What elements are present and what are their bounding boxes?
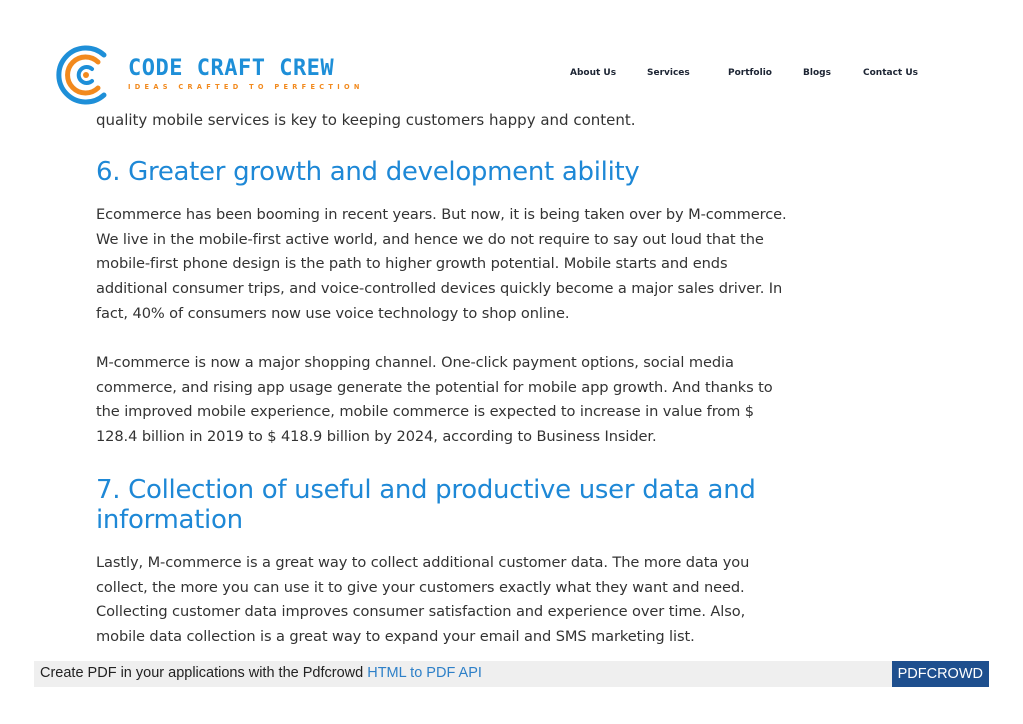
site-logo[interactable]	[56, 43, 364, 107]
pdf-footer-text	[40, 665, 482, 681]
site-header	[0, 0, 1023, 130]
nav-services[interactable]: Services	[647, 68, 690, 78]
logo-tagline: IDEAS CRAFTED TO PERFECTION	[128, 83, 364, 91]
logo-wordmark: CODE CRAFT CREW	[128, 56, 335, 81]
pdfcrowd-button[interactable]: PDFCROWD	[892, 661, 989, 687]
nav-about-us[interactable]: About Us	[570, 68, 617, 78]
partial-paragraph: quality mobile services is key to keeping customers happy and content.	[96, 111, 636, 129]
logo-mark-icon	[56, 43, 118, 107]
section-6-paragraph-1: Ecommerce has been booming in recent years. But now, it is being taken over by M-commerce. We live in the mobile-first active world, and hence we do not require to say out loud that the mobile-first phone design is the path to higher growth potential. Mobile starts and ends additional consumer trips, and voice-controlled devices quickly become a major sales driver. In fact, 40% of consumers now use voice technology to shop online.	[96, 206, 787, 322]
pdf-footer-bar	[34, 661, 989, 687]
section-6-paragraph-2: M-commerce is now a major shopping channel. One-click payment options, social media commerce, and rising app usage generate the potential for mobile app growth. And thanks to the improved mobile experience, mobile commerce is expected to increase in value from $ 128.4 billion in 2019 to $ 418.9 billion by 2024, according to Business Insider.	[96, 354, 773, 446]
nav-blogs[interactable]: Blogs	[803, 68, 831, 78]
section-7-paragraph-1: Lastly, M-commerce is a great way to collect additional customer data. The more data you collect, the more you can use it to give your customers exactly what they want and need. Collecting customer data improves consumer satisfaction and experience over time. Also, mobile data collection is a great way to expand your email and SMS marketing list.	[96, 554, 750, 646]
nav-contact-us[interactable]: Contact Us	[863, 68, 919, 78]
nav-portfolio[interactable]: Portfolio	[728, 68, 772, 78]
section-7-heading: 7. Collection of useful and productive user data and information	[96, 475, 756, 535]
section-6-heading: 6. Greater growth and development ability	[96, 157, 640, 187]
pdf-api-link[interactable]: HTML to PDF API	[367, 665, 482, 681]
pdf-footer-prefix: Create PDF in your applications with the Pdfcrowd	[40, 665, 368, 681]
